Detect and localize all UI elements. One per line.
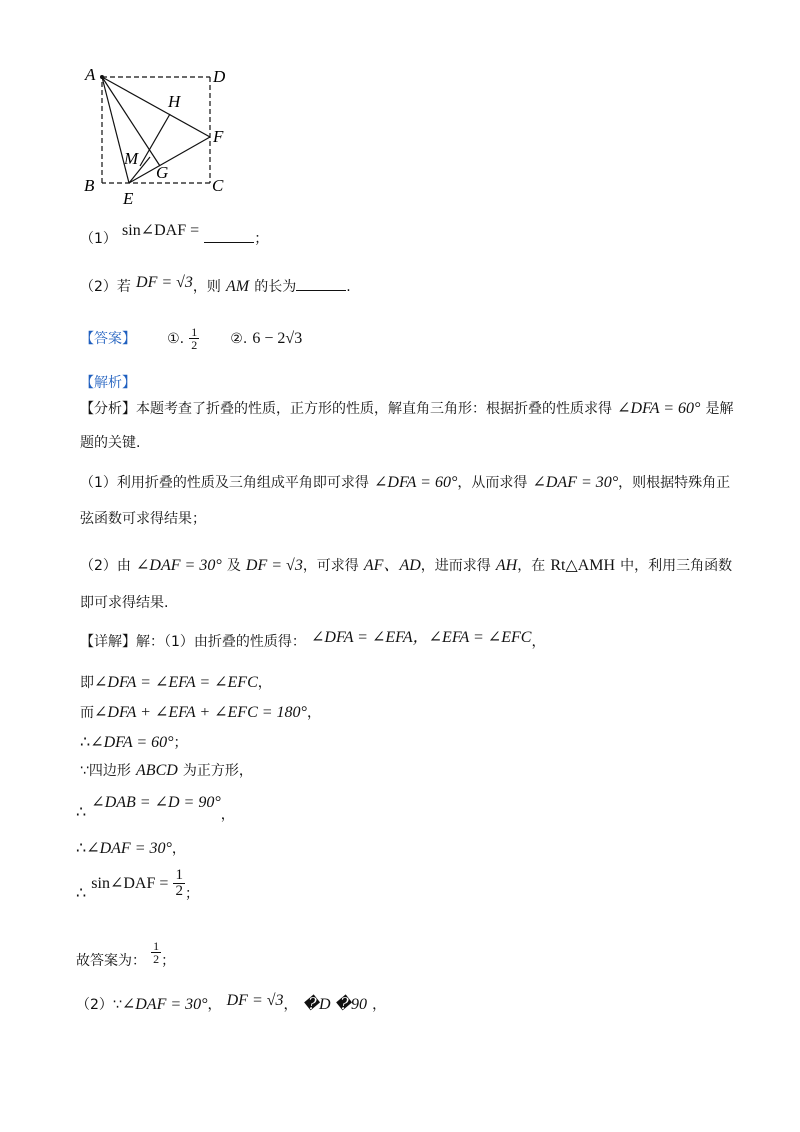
label-g: G bbox=[156, 163, 169, 182]
geometry-figure bbox=[80, 60, 240, 210]
label-m: M bbox=[124, 149, 139, 168]
p2-line-1: （2）由 ∠DAF = 30° 及 DF = √3，可求得 AF、AD，进而求得 AH，在 Rt△AMH 中，利用三角函数 bbox=[80, 557, 733, 574]
detail-line-2: 而∠DFA + ∠EFA + ∠EFC = 180°， bbox=[80, 704, 321, 721]
label-b: B bbox=[84, 176, 95, 195]
p2-line-2: 即可求得结果. bbox=[80, 595, 169, 611]
answer-line: 【答案】 ①. $\frac{1}{2}$ ②. 6 − 2√3 bbox=[80, 325, 303, 352]
p1-line-2: 弦函数可求得结果； bbox=[80, 511, 206, 527]
detail-line-4: ∵四边形 ABCD 为正方形， bbox=[80, 762, 253, 779]
detail-line-1: 即∠DFA = ∠EFA = ∠EFC， bbox=[80, 674, 272, 691]
answer-blank bbox=[204, 230, 254, 243]
answer-blank bbox=[296, 278, 346, 291]
label-h: H bbox=[168, 92, 181, 111]
question-1: （1） sin∠DAF = ； bbox=[80, 222, 269, 247]
detail-line-8: 故答案为： $\frac{1}{2}$ ； bbox=[76, 939, 176, 969]
detail-line-5: ∴ ∠DAB = ∠D = 90°， bbox=[76, 794, 235, 823]
label-f: F bbox=[213, 127, 224, 146]
detail-line-7: ∴ sin∠DAF = $\frac{1}{2}$ ； bbox=[76, 867, 199, 902]
label-e: E bbox=[123, 189, 134, 208]
segment-ef bbox=[129, 137, 210, 183]
analysis-tag: 【解析】 bbox=[80, 375, 136, 391]
detail-line-3: ∴∠DFA = 60°； bbox=[80, 734, 188, 751]
p1-line-1: （1）利用折叠的性质及三角组成平角即可求得 ∠DFA = 60°，从而求得 ∠DAF = 30°，则根据特殊角正 bbox=[80, 474, 731, 491]
fenxi-line-2: 题的关键. bbox=[80, 435, 141, 451]
detail-line-9: （2）∵∠DAF = 30°， DF = √3， �D �90 ， bbox=[76, 992, 387, 1013]
label-d: D bbox=[213, 67, 226, 86]
detail-line-0: 【详解】解：（1）由折叠的性质得： ∠DFA = ∠EFA，∠EFA = ∠EFC， bbox=[80, 629, 546, 650]
label-a: A bbox=[85, 65, 96, 84]
detail-line-6: ∴∠DAF = 30°， bbox=[76, 840, 186, 857]
label-c: C bbox=[212, 176, 224, 195]
question-2: （2）若 DF = √3，则 AM 的长为 . bbox=[80, 274, 351, 295]
segment-af bbox=[102, 77, 210, 137]
fenxi-line-1: 【分析】本题考查了折叠的性质，正方形的性质，解直角三角形：根据折叠的性质求得 ∠DFA = 60° 是解 bbox=[80, 400, 734, 417]
answer-tag: 【答案】 bbox=[80, 331, 136, 347]
